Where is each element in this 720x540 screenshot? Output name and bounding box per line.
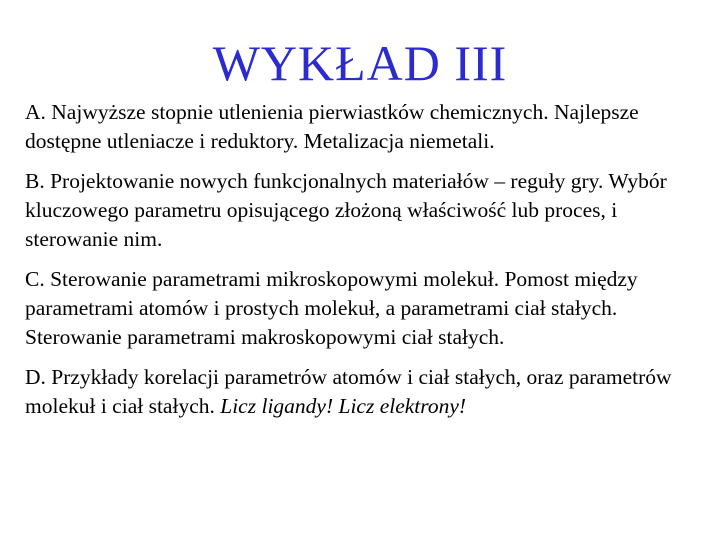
paragraph-d-text: D. Przykłady korelacji parametrów atomów i ciał stałych, oraz parametrów molekuł i ciał stałych. [25, 365, 672, 418]
paragraph-b: B. Projektowanie nowych funkcjonalnych materiałów – reguły gry. Wybór kluczowego parametru opisującego złożoną właściwość lub proces, i sterowanie nim. [25, 169, 667, 251]
slide-body [25, 98, 705, 432]
paragraph-a: A. Najwyższe stopnie utlenienia pierwiastków chemicznych. Najlepsze dostępne utleniacze i reduktory. Metalizacja niemetali. [25, 100, 639, 153]
paragraph-c: C. Sterowanie parametrami mikroskopowymi molekuł. Pomost między parametrami atomów i prostych molekuł, a parametrami ciał stałych. Sterowanie parametrami makroskopowymi ciał stałych. [25, 267, 638, 349]
slide-title: WYKŁAD III [212, 35, 508, 91]
paragraph-d [25, 363, 705, 421]
paragraph-d-italic: Licz ligandy! Licz elektrony! [220, 394, 467, 418]
